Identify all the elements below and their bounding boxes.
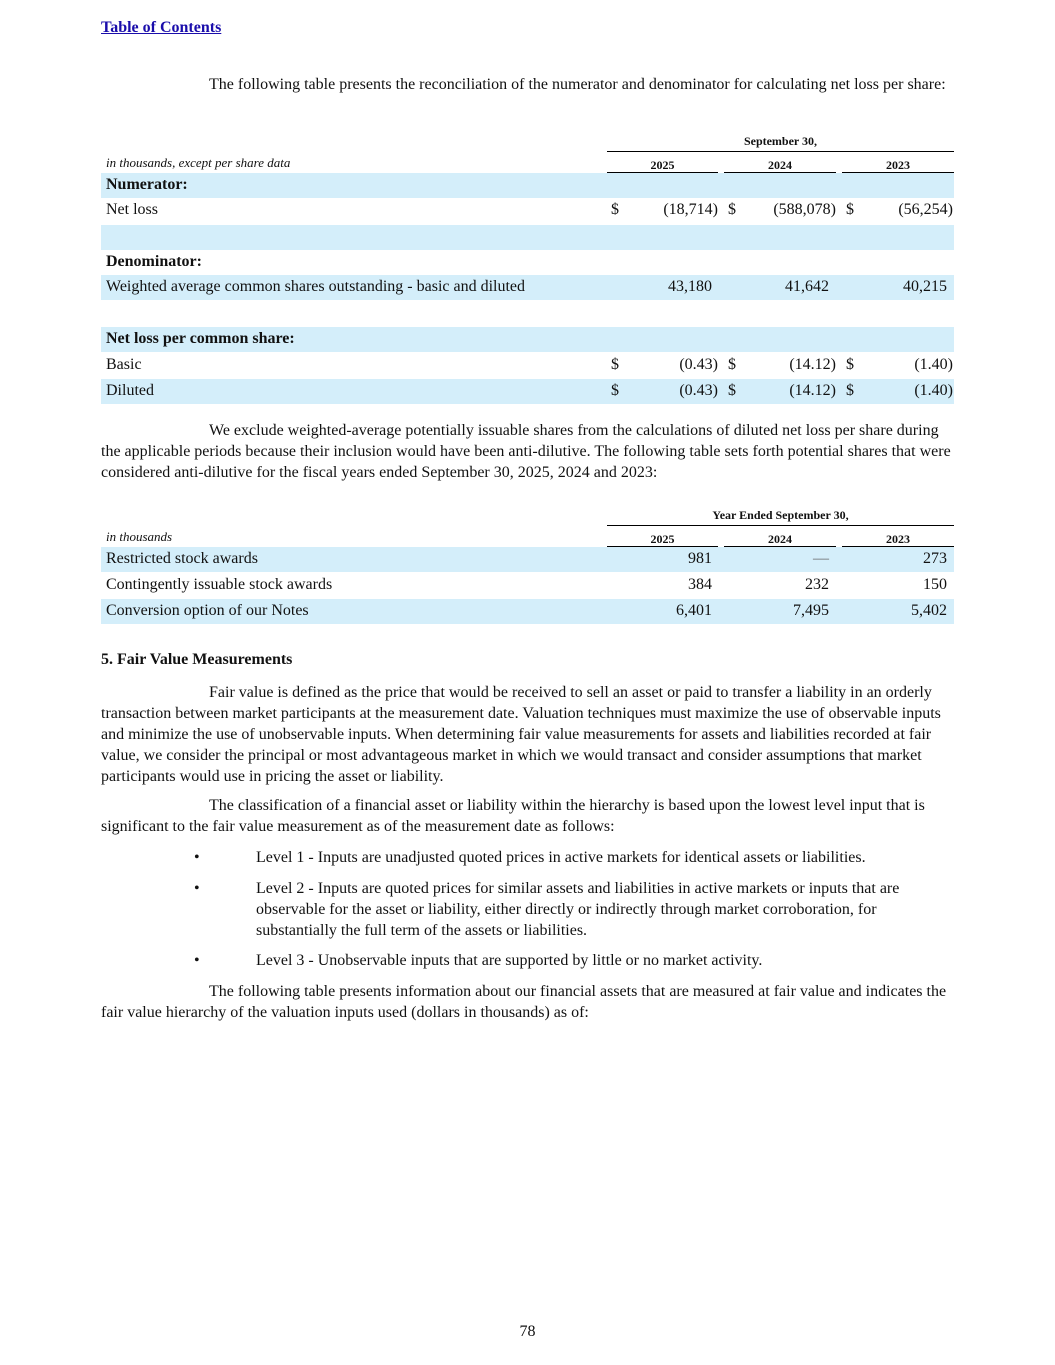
list-item [101,878,954,941]
table-row [101,573,954,598]
intro-paragraph: The following table presents the reconciliation of the numerator and denominator for calculating net loss per share: [209,76,946,93]
currency-symbol: $ [611,201,619,218]
numerator-label: Numerator: [106,176,188,193]
per-share-label: Net loss per common share: [106,330,295,347]
cell-value: 7,495 [793,602,829,619]
currency-symbol: $ [846,201,854,218]
currency-symbol: $ [846,356,854,373]
currency-symbol: $ [728,356,736,373]
row-label: Weighted average common shares outstanding - basic and diluted [106,278,526,295]
hierarchy-paragraph: The classification of a financial asset or liability within the hierarchy is based upon the lowest level input that is significant to the fair value measurement as of the measurement date as follows: [101,797,925,835]
cell-value: (588,078) [773,201,836,218]
fair-value-paragraph: Fair value is defined as the price that would be received to sell an asset or paid to transfer a liability in an orderly transaction between market participants at the measurement date. Valuation techniques must maximize the use of observable inputs and minimize the use of unobservable inputs. When determining fair value measurements for assets and liabilities recorded at fair value, we consider the principal or most advantageous market in which we would transact and consider assumptions that market participants would use in pricing the asset or liability. [101,684,941,785]
table-row [101,173,954,198]
cell-value: (0.43) [679,382,718,399]
cell-value: 273 [923,550,947,567]
list-item-text: Level 1 - Inputs are unadjusted quoted prices in active markets for identical assets or liabilities. [256,849,866,866]
row-label: Contingently issuable stock awards [106,576,333,593]
currency-symbol: $ [728,382,736,399]
cell-value: 43,180 [668,278,712,295]
table1-year-2025: 2025 [650,158,675,172]
row-label: Basic [106,356,142,373]
table-row [101,275,954,300]
list-item [101,950,954,971]
table-row [101,353,954,378]
table-row [101,198,954,223]
table2-unit-label: in thousands [106,529,173,544]
row-label: Restricted stock awards [106,550,258,567]
list-item-text: Level 3 - Unobservable inputs that are supported by little or no market activity. [256,952,763,969]
table1-unit-label: in thousands, except per share data [106,155,291,170]
currency-symbol: $ [611,382,619,399]
row-label: Conversion option of our Notes [106,602,309,619]
cell-value: 40,215 [903,278,947,295]
cell-value: — [813,550,829,567]
table1-year-2024: 2024 [768,158,792,172]
table-row [101,250,954,275]
closing-paragraph: The following table presents information about our financial assets that are measured at fair value and indicates the fair value hierarchy of the valuation inputs used (dollars in thousands) as of: [101,983,947,1021]
cell-value: (1.40) [914,382,953,399]
cell-value: 5,402 [911,602,947,619]
cell-value: (1.40) [914,356,953,373]
table-row-spacer [101,225,954,250]
cell-value: 981 [688,550,712,567]
denominator-label: Denominator: [106,253,202,270]
page-number: 78 [519,1323,536,1340]
currency-symbol: $ [846,382,854,399]
antidilutive-paragraph: We exclude weighted-average potentially issuable shares from the calculations of diluted net loss per share during the applicable periods because their inclusion would have been anti-dilutive. The following table sets forth potential shares that were considered anti-dilutive for the fiscal years ended September 30, 2025, 2024 and 2023: [101,422,951,481]
cell-value: 150 [923,576,947,593]
row-label: Diluted [106,382,154,399]
cell-value: (0.43) [679,356,718,373]
cell-value: (14.12) [789,382,836,399]
bullet-icon: • [194,952,200,969]
cell-value: (14.12) [789,356,836,373]
table2-year-2024: 2024 [768,532,792,546]
table-of-contents-link[interactable]: Table of Contents [101,19,222,36]
bullet-icon: • [194,880,200,897]
table2-year-2023: 2023 [886,532,910,546]
table1-group-rule [607,151,954,152]
antidilutive-shares-table [101,504,954,626]
row-label: Net loss [106,201,158,218]
net-loss-per-share-table [101,130,954,410]
table2-year-2025: 2025 [650,532,675,546]
section-heading: 5. Fair Value Measurements [101,651,293,668]
cell-value: 6,401 [676,602,712,619]
table1-group-header: September 30, [743,134,818,148]
table2-group-rule [607,525,954,526]
cell-value: (18,714) [663,201,718,218]
currency-symbol: $ [728,201,736,218]
cell-value: 232 [805,576,829,593]
currency-symbol: $ [611,356,619,373]
cell-value: 384 [688,576,712,593]
list-item [101,847,954,868]
table1-year-2023: 2023 [886,158,910,172]
table-row [101,327,954,352]
table-row [101,547,954,572]
table2-group-header: Year Ended September 30, [712,508,849,522]
table-row [101,599,954,624]
cell-value: (56,254) [898,201,953,218]
list-item-text: Level 2 - Inputs are quoted prices for similar assets and liabilities in active markets or inputs that are observable for the asset or liability, either directly or indirectly through market corroboration, for substantially the full term of the assets or liabilities. [256,880,900,939]
table-row [101,379,954,404]
cell-value: 41,642 [785,278,829,295]
bullet-icon: • [194,849,200,866]
